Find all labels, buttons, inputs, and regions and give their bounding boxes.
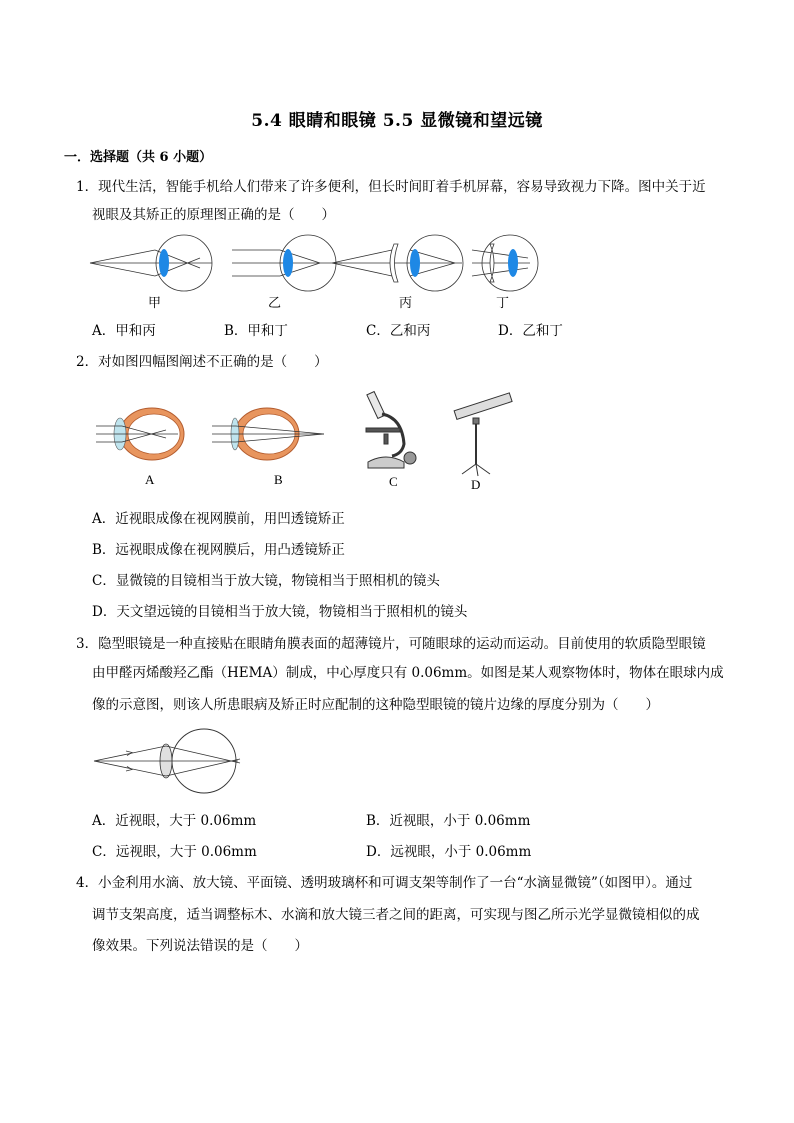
q2-fig-label-a: A [145, 472, 155, 487]
q1-option-d[interactable]: D．乙和丁 [498, 323, 563, 339]
q3-option-c[interactable]: C．远视眼，大于 0.06mm [92, 844, 257, 860]
q2-option-b[interactable]: B．远视眼成像在视网膜后，用凸透镜矫正 [92, 542, 345, 558]
q1-stem-line2: 视眼及其矫正的原理图正确的是（ ） [92, 207, 335, 223]
q1-fig-label-bing: 丙 [399, 296, 413, 311]
section-heading: 一．选择题（共 6 小题） [64, 150, 213, 165]
page-title: 5.4 眼睛和眼镜 5.5 显微镜和望远镜 [251, 111, 543, 131]
q2-fig-label-b: B [274, 472, 283, 487]
q1-fig-label-jia: 甲 [148, 296, 162, 311]
q1-option-a[interactable]: A．甲和丙 [92, 323, 156, 339]
q4-stem-line1: 4．小金利用水滴、放大镜、平面镜、透明玻璃杯和可调支架等制作了一台“水滴显微镜”（如图甲）。通过 [76, 875, 693, 891]
q2-option-a[interactable]: A．近视眼成像在视网膜前，用凹透镜矫正 [92, 511, 345, 527]
q2-figure-eyes-and-instruments [92, 388, 532, 480]
q2-stem-line1: 2．对如图四幅图阐述不正确的是（ ） [76, 354, 328, 370]
q3-figure-eye-ray-diagram [92, 728, 252, 794]
q3-stem-line2: 由甲醛丙烯酸羟乙酯（HEMA）制成，中心厚度只有 0.06mm。如图是某人观察物体时，物体在眼球内成 [92, 665, 724, 681]
q2-fig-label-c: C [389, 474, 398, 489]
q1-figure-eye-diagrams [80, 228, 530, 296]
q3-option-b[interactable]: B．近视眼，小于 0.06mm [366, 813, 531, 829]
q2-option-d[interactable]: D．天文望远镜的目镜相当于放大镜，物镜相当于照相机的镜头 [92, 604, 468, 620]
q1-option-b[interactable]: B．甲和丁 [224, 323, 288, 339]
q2-option-c[interactable]: C．显微镜的目镜相当于放大镜，物镜相当于照相机的镜头 [92, 573, 440, 589]
q4-stem-line2: 调节支架高度，适当调整标木、水滴和放大镜三者之间的距离，可实现与图乙所示光学显微镜相似的成 [92, 907, 700, 923]
q1-stem-line1: 1．现代生活，智能手机给人们带来了许多便利，但长时间盯着手机屏幕，容易导致视力下降。图中关于近 [76, 179, 706, 195]
q1-option-c[interactable]: C．乙和丙 [366, 323, 431, 339]
q4-stem-line3: 像效果。下列说法错误的是（ ） [92, 938, 308, 954]
q1-fig-label-yi: 乙 [268, 296, 282, 311]
q3-stem-line3: 像的示意图，则该人所患眼病及矫正时应配制的这种隐型眼镜的镜片边缘的厚度分别为（ ） [92, 697, 659, 713]
q3-option-a[interactable]: A．近视眼，大于 0.06mm [92, 813, 257, 829]
q1-fig-label-ding: 丁 [496, 296, 510, 311]
q3-option-d[interactable]: D．远视眼，小于 0.06mm [366, 844, 532, 860]
q2-fig-label-d: D [471, 477, 481, 492]
q3-stem-line1: 3．隐型眼镜是一种直接贴在眼睛角膜表面的超薄镜片，可随眼球的运动而运动。目前使用的软质隐型眼镜 [76, 636, 706, 652]
